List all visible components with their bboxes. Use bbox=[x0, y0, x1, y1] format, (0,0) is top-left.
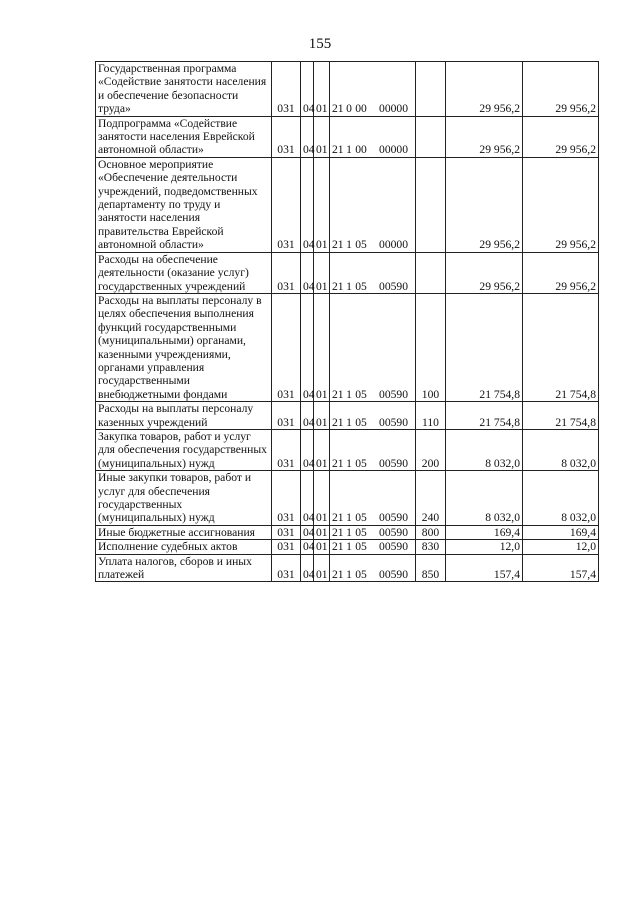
row-expense-type-code: 100 bbox=[416, 293, 446, 401]
row-admin-code: 031 bbox=[272, 62, 301, 117]
csr-program: 21 bbox=[332, 540, 344, 554]
csr-subprogram: 1 bbox=[346, 456, 352, 470]
row-section-code: 04 bbox=[301, 116, 314, 157]
csr-direction: 00590 bbox=[379, 456, 408, 470]
csr-event: 05 bbox=[355, 568, 367, 582]
row-subsection-code: 01 bbox=[314, 157, 330, 252]
csr-direction: 00590 bbox=[379, 511, 408, 525]
row-sum-2: 8 032,0 bbox=[523, 429, 599, 470]
csr-direction: 00590 bbox=[379, 568, 408, 582]
row-expense-type-code bbox=[416, 252, 446, 293]
csr-subprogram: 0 bbox=[346, 102, 352, 116]
row-subsection-code: 01 bbox=[314, 554, 330, 582]
row-subsection-code: 01 bbox=[314, 62, 330, 117]
row-section-code: 04 bbox=[301, 540, 314, 554]
csr-direction: 00590 bbox=[379, 387, 408, 401]
table-body bbox=[96, 62, 599, 582]
row-subsection-code: 01 bbox=[314, 252, 330, 293]
row-name: Расходы на обеспечение деятельности (оказание услуг) государственных учреждений bbox=[96, 252, 272, 293]
csr-direction: 00000 bbox=[379, 143, 408, 157]
csr-program: 21 bbox=[332, 279, 344, 293]
csr-program: 21 bbox=[332, 143, 344, 157]
row-sum-2: 29 956,2 bbox=[523, 62, 599, 117]
row-section-code: 04 bbox=[301, 554, 314, 582]
row-admin-code: 031 bbox=[272, 402, 301, 430]
table-row bbox=[96, 429, 599, 470]
csr-program: 21 bbox=[332, 415, 344, 429]
csr-subprogram: 1 bbox=[346, 238, 352, 252]
page-number: 155 bbox=[308, 36, 332, 52]
row-section-code: 04 bbox=[301, 252, 314, 293]
row-expense-type-code: 240 bbox=[416, 471, 446, 526]
row-sum-1: 21 754,8 bbox=[446, 293, 523, 401]
row-section-code: 04 bbox=[301, 525, 314, 539]
row-sum-2: 157,4 bbox=[523, 554, 599, 582]
row-admin-code: 031 bbox=[272, 252, 301, 293]
csr-event: 05 bbox=[355, 415, 367, 429]
row-target-article-code bbox=[330, 525, 416, 539]
row-subsection-code: 01 bbox=[314, 293, 330, 401]
row-subsection-code: 01 bbox=[314, 540, 330, 554]
row-expense-type-code: 200 bbox=[416, 429, 446, 470]
csr-direction: 00000 bbox=[379, 102, 408, 116]
csr-direction: 00000 bbox=[379, 238, 408, 252]
row-name: Закупка товаров, работ и услуг для обеспечения государственных (муниципальных) нужд bbox=[96, 429, 272, 470]
row-name: Иные бюджетные ассигнования bbox=[96, 525, 272, 539]
row-admin-code: 031 bbox=[272, 471, 301, 526]
csr-program: 21 bbox=[332, 238, 344, 252]
row-target-article-code bbox=[330, 554, 416, 582]
row-target-article-code bbox=[330, 252, 416, 293]
row-admin-code: 031 bbox=[272, 116, 301, 157]
row-subsection-code: 01 bbox=[314, 402, 330, 430]
row-sum-1: 8 032,0 bbox=[446, 429, 523, 470]
csr-event: 05 bbox=[355, 525, 367, 539]
row-name: Расходы на выплаты персоналу казенных учреждений bbox=[96, 402, 272, 430]
row-target-article-code bbox=[330, 540, 416, 554]
row-section-code: 04 bbox=[301, 157, 314, 252]
row-expense-type-code bbox=[416, 157, 446, 252]
row-section-code: 04 bbox=[301, 293, 314, 401]
csr-subprogram: 1 bbox=[346, 415, 352, 429]
csr-event: 05 bbox=[355, 456, 367, 470]
row-sum-1: 169,4 bbox=[446, 525, 523, 539]
row-admin-code: 031 bbox=[272, 429, 301, 470]
csr-event: 05 bbox=[355, 511, 367, 525]
row-sum-2: 29 956,2 bbox=[523, 252, 599, 293]
csr-event: 05 bbox=[355, 238, 367, 252]
row-section-code: 04 bbox=[301, 429, 314, 470]
row-admin-code: 031 bbox=[272, 540, 301, 554]
row-sum-1: 8 032,0 bbox=[446, 471, 523, 526]
row-name: Иные закупки товаров, работ и услуг для обеспечения государственных (муниципальных) нужд bbox=[96, 471, 272, 526]
row-sum-2: 29 956,2 bbox=[523, 116, 599, 157]
csr-direction: 00590 bbox=[379, 525, 408, 539]
row-section-code: 04 bbox=[301, 471, 314, 526]
row-name: Расходы на выплаты персоналу в целях обеспечения выполнения функций государственными (муниципальными) органами, казенными учреждениями, органами управления государственными внебюджетными фондами bbox=[96, 293, 272, 401]
row-name: Подпрограмма «Содействие занятости населения Еврейской автономной области» bbox=[96, 116, 272, 157]
row-expense-type-code: 850 bbox=[416, 554, 446, 582]
table-row bbox=[96, 62, 599, 117]
row-subsection-code: 01 bbox=[314, 116, 330, 157]
row-target-article-code bbox=[330, 116, 416, 157]
csr-event: 00 bbox=[355, 143, 367, 157]
csr-event: 05 bbox=[355, 387, 367, 401]
row-sum-2: 21 754,8 bbox=[523, 293, 599, 401]
row-expense-type-code: 110 bbox=[416, 402, 446, 430]
row-section-code: 04 bbox=[301, 62, 314, 117]
csr-direction: 00590 bbox=[379, 540, 408, 554]
row-expense-type-code: 830 bbox=[416, 540, 446, 554]
csr-program: 21 bbox=[332, 525, 344, 539]
table-row bbox=[96, 116, 599, 157]
row-name: Основное мероприятие «Обеспечение деятельности учреждений, подведомственных департаменту по труду и занятости населения правительства Еврейской автономной области» bbox=[96, 157, 272, 252]
row-section-code: 04 bbox=[301, 402, 314, 430]
row-subsection-code: 01 bbox=[314, 471, 330, 526]
row-expense-type-code: 800 bbox=[416, 525, 446, 539]
row-name: Исполнение судебных актов bbox=[96, 540, 272, 554]
row-name: Государственная программа «Содействие занятости населения и обеспечение безопасности труда» bbox=[96, 62, 272, 117]
csr-program: 21 bbox=[332, 387, 344, 401]
table-row bbox=[96, 157, 599, 252]
csr-direction: 00590 bbox=[379, 415, 408, 429]
row-target-article-code bbox=[330, 471, 416, 526]
csr-program: 21 bbox=[332, 102, 344, 116]
row-expense-type-code bbox=[416, 62, 446, 117]
table-row bbox=[96, 554, 599, 582]
table-row bbox=[96, 402, 599, 430]
csr-subprogram: 1 bbox=[346, 143, 352, 157]
row-admin-code: 031 bbox=[272, 525, 301, 539]
csr-subprogram: 1 bbox=[346, 279, 352, 293]
budget-table bbox=[95, 61, 599, 582]
row-sum-2: 12,0 bbox=[523, 540, 599, 554]
row-target-article-code bbox=[330, 157, 416, 252]
row-sum-1: 29 956,2 bbox=[446, 252, 523, 293]
csr-program: 21 bbox=[332, 456, 344, 470]
row-sum-1: 21 754,8 bbox=[446, 402, 523, 430]
table-row bbox=[96, 525, 599, 539]
csr-subprogram: 1 bbox=[346, 525, 352, 539]
row-sum-1: 29 956,2 bbox=[446, 116, 523, 157]
row-admin-code: 031 bbox=[272, 554, 301, 582]
row-sum-2: 29 956,2 bbox=[523, 157, 599, 252]
row-target-article-code bbox=[330, 402, 416, 430]
table-row bbox=[96, 540, 599, 554]
row-target-article-code bbox=[330, 293, 416, 401]
row-expense-type-code bbox=[416, 116, 446, 157]
row-sum-2: 169,4 bbox=[523, 525, 599, 539]
row-admin-code: 031 bbox=[272, 293, 301, 401]
table-row bbox=[96, 293, 599, 401]
table-row bbox=[96, 471, 599, 526]
row-sum-2: 8 032,0 bbox=[523, 471, 599, 526]
csr-event: 05 bbox=[355, 279, 367, 293]
csr-program: 21 bbox=[332, 568, 344, 582]
csr-direction: 00590 bbox=[379, 279, 408, 293]
row-target-article-code bbox=[330, 429, 416, 470]
csr-subprogram: 1 bbox=[346, 568, 352, 582]
csr-program: 21 bbox=[332, 511, 344, 525]
row-target-article-code bbox=[330, 62, 416, 117]
row-admin-code: 031 bbox=[272, 157, 301, 252]
row-sum-1: 29 956,2 bbox=[446, 157, 523, 252]
csr-event: 05 bbox=[355, 540, 367, 554]
csr-subprogram: 1 bbox=[346, 387, 352, 401]
row-subsection-code: 01 bbox=[314, 429, 330, 470]
row-subsection-code: 01 bbox=[314, 525, 330, 539]
row-name: Уплата налогов, сборов и иных платежей bbox=[96, 554, 272, 582]
row-sum-1: 157,4 bbox=[446, 554, 523, 582]
csr-subprogram: 1 bbox=[346, 511, 352, 525]
row-sum-2: 21 754,8 bbox=[523, 402, 599, 430]
table-row bbox=[96, 252, 599, 293]
csr-subprogram: 1 bbox=[346, 540, 352, 554]
row-sum-1: 12,0 bbox=[446, 540, 523, 554]
row-sum-1: 29 956,2 bbox=[446, 62, 523, 117]
csr-event: 00 bbox=[355, 102, 367, 116]
